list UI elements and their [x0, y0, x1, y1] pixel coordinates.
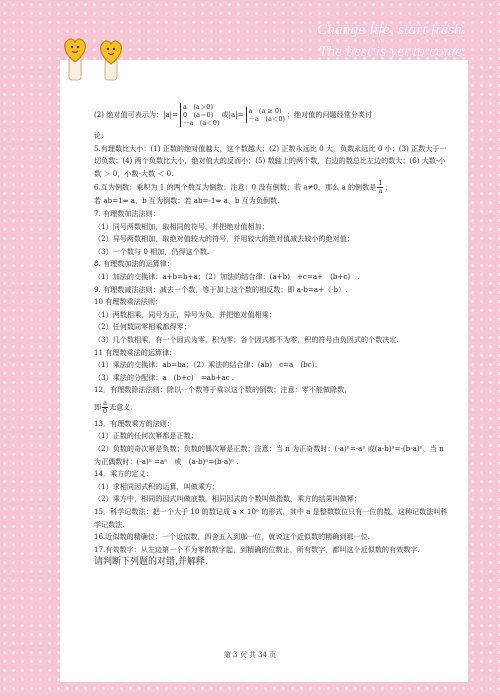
fraction-numerator: 1	[378, 179, 383, 188]
reciprocal-tail: ；	[384, 182, 392, 192]
abs-case-negative: －a (a＜0)	[183, 119, 220, 127]
abs-cases-two	[246, 107, 285, 123]
section-11-laws-1: （1）乘法的交换律：ab=ba；（2）乘法的结合律：(ab) c=a (bc)；	[94, 360, 322, 370]
section-8-laws: （1）加法的交换律：a+b=b+a；（2）加法的结合律：(a+b) +c=a+ (b+c) .	[94, 271, 360, 281]
division-numerator: a	[103, 398, 107, 407]
abs-case-negative-2: －a (a＜0)	[248, 115, 285, 123]
section-7-rule-3: （3）一个数与 0 相加，仍得这个数.	[94, 246, 210, 256]
section-6-reciprocal	[94, 180, 452, 195]
motto-line-2: The best is yet to come.	[318, 44, 466, 60]
section-13-title: 13．有理数乘方的法则：	[94, 418, 174, 428]
motto-line-1: Change life, start fresh.	[316, 22, 466, 38]
abs-continuation: 论;	[94, 131, 104, 140]
section-5-comparison: 5.有理数比大小：(1) 正数的绝对值越大，这个数越大；(2) 正数永远比 0 大，负数永远比 0 小；(3) 正数大于一切负数；(4) 两个负数比大小，绝对值大的反而小；(5) 数轴上的两个数，右边的数总比左边的数大；(6) 大数-小数 ＞ 0，小数-大数 ＜ 0.	[94, 143, 447, 178]
fraction-suffix: 无意义.	[108, 402, 133, 412]
section-15-scientific-notation: 15．科学记数法：把一个大于 10 的数记成 a × 10ⁿ 的形式，其中 a 是整数数位只有一位的数，这种记数法叫科学记数法.	[94, 507, 448, 529]
section-11-title: 11 有理数乘法的运算律：	[94, 347, 177, 357]
section-14-def-2: （2）乘方中，相同的因式叫做底数，相同因式的个数叫做指数，乘方的结果叫做幂；	[94, 494, 361, 504]
abs-symbol: |a|=	[163, 109, 179, 119]
section-14-def-1: （1）求相同因式积的运算，叫做乘方；	[94, 481, 220, 491]
section-10-rule-2: （2）任何数同零相乘都得零；	[94, 322, 191, 332]
absolute-value-formula	[94, 100, 452, 130]
fraction-prefix: 即	[94, 402, 102, 412]
section-11-laws-2: （3）乘法的分配律：a (b+c) =ab+ac .	[94, 372, 235, 382]
division-fraction	[102, 400, 108, 415]
abs-lead-text: (2) 绝对值可表示为：	[94, 109, 164, 119]
section-7-rule-2: （2）异号两数相加，取绝对值较大的符号，并用较大的绝对值减去较小的绝对值；	[94, 234, 354, 244]
section-16-precision: 16.近似数的精确位：一个近似数，四舍五入到那一位，就说这个近似数的精确到那一位.	[94, 532, 371, 542]
heart-mascot-left	[65, 39, 86, 80]
section-10-rule-3: （3）几个数相乘，有一个因式为零，积为零；各个因式都不为零，积的符号由负因式的个数决定.	[94, 334, 399, 344]
abs-cases-three	[180, 103, 219, 127]
page-number: 第 3 页 共 34 页	[223, 651, 277, 659]
section-10-rule-1: （1）两数相乘，同号为正，异号为负，并把绝对值相乘；	[94, 309, 276, 319]
section-13-rule-1: （1）正数的任何次幂都是正数；	[94, 431, 198, 441]
section-10-title: 10 有理数乘法法则：	[94, 297, 163, 307]
abs-case-nonnegative: a (a ≥ 0)	[248, 107, 282, 115]
section-12-division: 12．有理数除法法则：除以一个数等于乘以这个数的倒数；注意：零不能做除数，	[94, 385, 352, 395]
fraction-denominator: a	[378, 187, 383, 196]
heart-mascots-icon	[60, 32, 140, 82]
abs-tail-text: ；绝对值的问题经常分类讨	[287, 109, 373, 119]
section-8-title: 8. 有理数加法的运算律：	[94, 259, 174, 269]
reciprocal-text: 6.互为倒数：乘积为 1 的两个数互为倒数；注意：0 没有倒数；若 a≠0，那么 a 的倒数是	[94, 182, 377, 192]
section-12-fraction-line	[94, 400, 452, 415]
question-prompt: 请判断下列题的对错,并解释.	[94, 557, 208, 568]
abs-symbol-2: |a|=	[228, 109, 244, 119]
section-13-rule-2: （2）负数的奇次幂是负数；负数的偶次幂是正数；注意：当 n 为正奇数时：(-a)ⁿ=-aⁿ 或(a-b)ⁿ=-(b-a)ⁿ，当 n 为正偶数时：(-a)ⁿ =aⁿ 或 (a-b)ⁿ=(b-a)ⁿ .	[94, 444, 444, 466]
section-6-continued: 若 ab=1⇔ a、b 互为倒数；若 ab=-1⇔ a、b 互为负倒数.	[94, 196, 280, 206]
abs-case-zero: 0 (a＝0)	[183, 111, 214, 119]
abs-or-text: 或	[221, 109, 229, 119]
abs-case-positive: a (a＞0)	[183, 103, 213, 111]
section-14-title: 14．乘方的定义：	[94, 469, 153, 479]
reciprocal-fraction	[377, 180, 383, 195]
section-17-significant-figures: 17.有效数字：从左边第一个不为零的数字起，到精确的位数止，所有数字，都叫这个近似数的有效数字.	[94, 544, 420, 554]
section-7-title: 7. 有理数加法法则：	[94, 208, 160, 218]
division-denominator: 0	[102, 406, 108, 415]
heart-mascot-right	[101, 41, 122, 80]
section-9-subtraction: 9. 有理数减法法则：减去一个数，等于加上这个数的相反数；即 a-b=a+（-b）.	[94, 284, 348, 294]
document-body	[94, 100, 452, 569]
section-7-rule-1: （1）同号两数相加，取相同的符号，并把绝对值相加；	[94, 221, 269, 231]
